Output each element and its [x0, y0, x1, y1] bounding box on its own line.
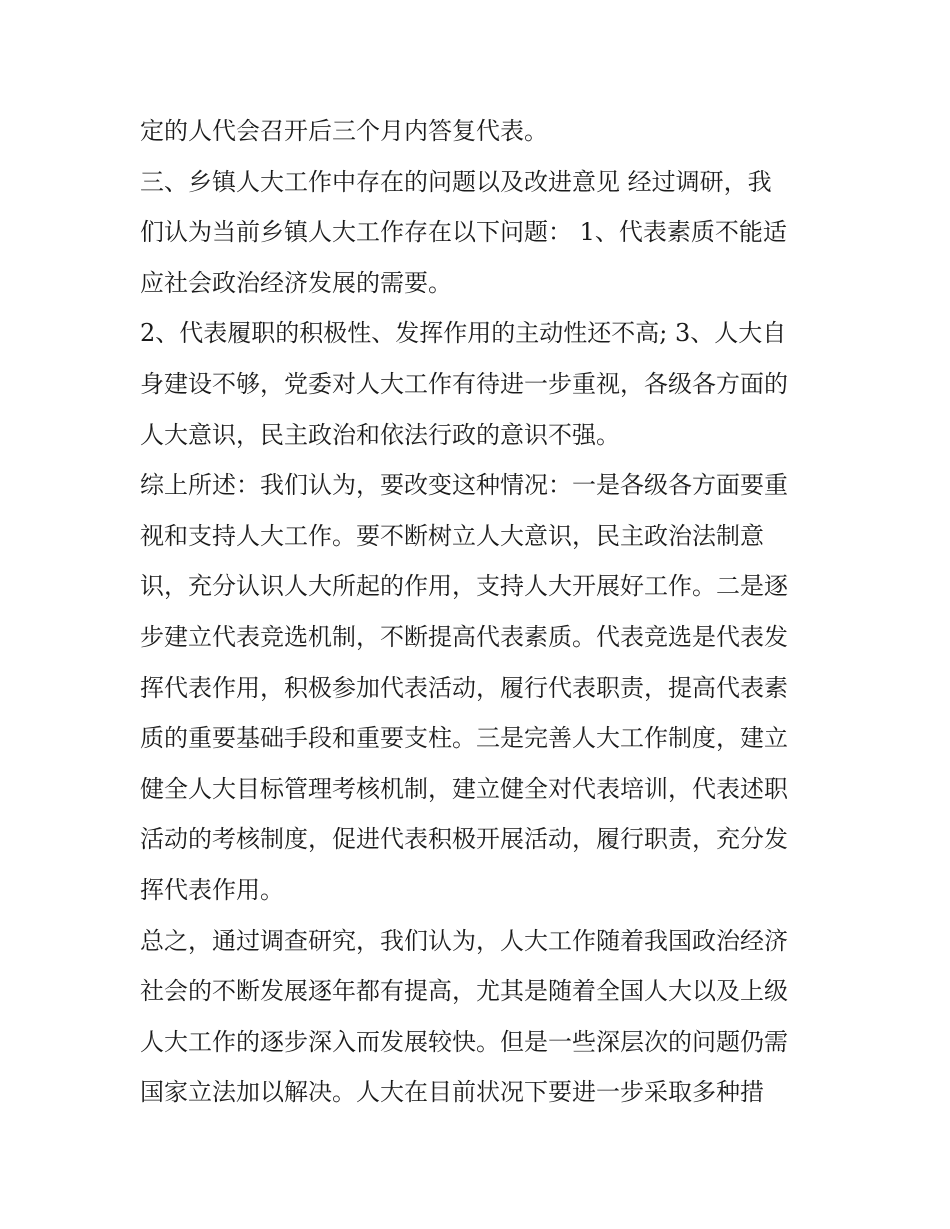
text-line: 质的重要基础手段和重要支柱。三是完善人大工作制度，建立 [140, 724, 788, 753]
text-line: 2、代表履职的积极性、发挥作用的主动性还不高; 3、人大自 [140, 319, 787, 348]
text-line: 应社会政治经济发展的需要。 [140, 268, 452, 297]
text-line: 视和支持人大工作。要不断树立人大意识，民主政治法制意 [140, 521, 764, 550]
text-line: 挥代表作用。 [140, 875, 284, 904]
text-line: 国家立法加以解决。人大在目前状况下要进一步采取多种措 [140, 1078, 764, 1107]
text-line: 身建设不够，党委对人大工作有待进一步重视，各级各方面的 [140, 369, 788, 398]
text-line: 定的人代会召开后三个月内答复代表。 [140, 117, 548, 145]
text-line: 们认为当前乡镇人大工作存在以下问题： 1、代表素质不能适 [140, 218, 787, 247]
text-line: 总之，通过调查研究，我们认为，人大工作随着我国政治经济 [140, 926, 788, 955]
text-line: 步建立代表竞选机制，不断提高代表素质。代表竞选是代表发 [140, 622, 788, 651]
text-line: 健全人大目标管理考核机制，建立健全对代表培训，代表述职 [140, 774, 788, 803]
document-body [140, 106, 820, 1118]
text-line: 社会的不断发展逐年都有提高，尤其是随着全国人大以及上级 [140, 977, 788, 1006]
text-line: 三、乡镇人大工作中存在的问题以及改进意见 经过调研，我 [140, 167, 772, 196]
text-line: 人大工作的逐步深入而发展较快。但是一些深层次的问题仍需 [140, 1027, 788, 1056]
text-line: 人大意识，民主政治和依法行政的意识不强。 [140, 420, 620, 449]
text-line: 挥代表作用，积极参加代表活动，履行代表职责，提高代表素 [140, 673, 788, 702]
text-line: 识，充分认识人大所起的作用，支持人大开展好工作。二是逐 [140, 572, 788, 601]
text-line: 活动的考核制度，促进代表积极开展活动，履行职责，充分发 [140, 825, 788, 854]
text-line: 综上所述：我们认为，要改变这种情况：一是各级各方面要重 [140, 471, 788, 500]
